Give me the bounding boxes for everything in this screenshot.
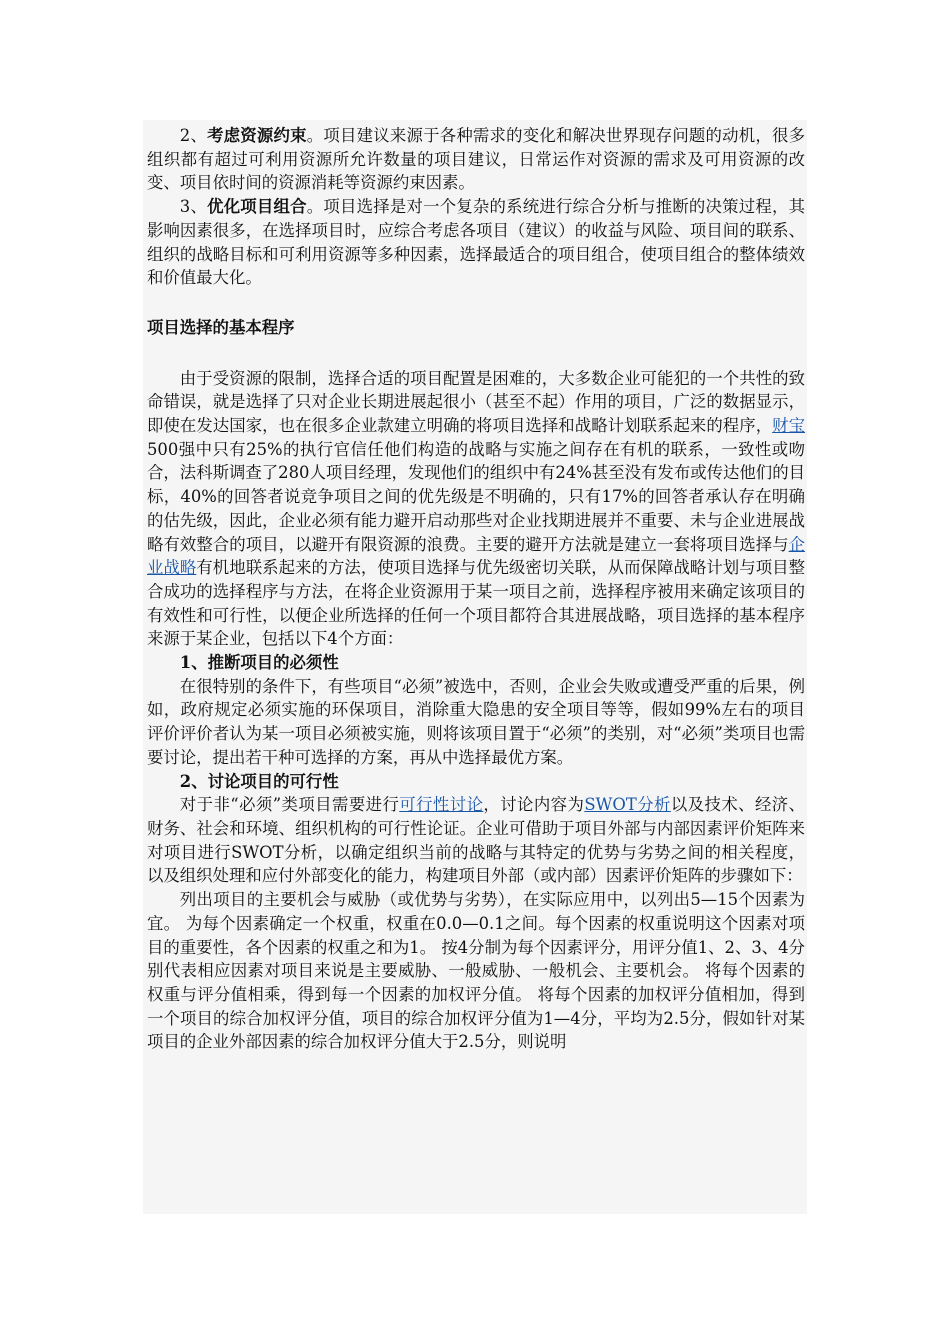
step2-text-1: 对于非“必须”类项目需要进行: [179, 795, 400, 815]
section-title: 考虑资源约束: [207, 126, 307, 145]
intro-text-1: 由于受资源的限制，选择合适的项目配置是困难的，大多数企业可能犯的一个共性的致命错误，就是选择了只对企业长期进展起很小（甚至不起）作用的项目，广泛的数据显示，即使在发达国家，也在很多企业款建立明确的将项目选择和战略计划联系起来的程序，: [147, 368, 805, 436]
step2-body-2: 列出项目的主要机会与威胁（或优势与劣势），在实际应用中，以列出5—15个因素为宜。 为每个因素确定一个权重，权重在0.0—0.1之间。每个因素的权重说明这个因素对项目的重要性，各个因素的权重之和为1。 按4分制为每个因素评分，用评分值1、2、3、4分别代表相应因素对项目来说是主要威胁、一般威胁、一般机会、主要机会。 将每个因素的权重与评分值相乘，得到每一个因素的加权评分值。 将每个因素的加权评分值相加，得到一个项目的综合加权评分值，项目的综合加权评分值为1—4分，平均为2.5分，假如针对某项目的企业外部因素的综合加权评分值大于2.5分，则说明: [147, 890, 805, 1052]
step2-body: [147, 793, 805, 888]
step2-title: 2、讨论项目的可行性: [179, 771, 339, 791]
document-page: [143, 120, 807, 1214]
step1-title: 1、推断项目的必须性: [179, 653, 339, 673]
paragraph-optimize-portfolio: [147, 195, 805, 290]
link-feasibility-study[interactable]: 可行性讨论: [399, 795, 484, 815]
paragraph-resource-constraints: [147, 124, 805, 195]
section-body: 。项目建议来源于各种需求的变化和解决世界现存问题的动机，很多组织都有超过可利用资源所允许数量的项目建议，日常运作对资源的需求及可用资源的改变、项目依时间的资源消耗等资源约束因素。: [147, 126, 806, 193]
paragraph-intro: [147, 367, 805, 651]
section-body: 。项目选择是对一个复杂的系统进行综合分析与推断的决策过程，其影响因素很多，在选择项目时，应综合考虑各项目（建议）的收益与风险、项目间的联系、组织的战略目标和可利用资源等多种因素，选择最适合的项目组合，使项目组合的整体绩效和价值最大化。: [147, 197, 806, 288]
link-enterprise-strategy[interactable]: 企业战略: [147, 534, 805, 578]
intro-text-3: 有机地联系起来的方法，使项目选择与优先级密切关联，从而保障战略计划与项目整合成功的选择程序与方法，在将企业资源用于某一项目之前，选择程序被用来确定该项目的有效性和可行性，以便企业所选择的任何一个项目都符合其进展战略，项目选择的基本程序来源于某企业，包括以下4个方面：: [147, 558, 806, 649]
section-number: 3、: [179, 197, 208, 217]
section-title: 优化项目组合: [207, 197, 307, 217]
document-body: [143, 120, 807, 1054]
link-swot-analysis[interactable]: SWOT分析: [584, 795, 671, 815]
intro-text-2: 500强中只有25%的执行官信任他们构造的战略与实施之间存在有机的联系，一致性或吻合，法科斯调查了280人项目经理，发现他们的组织中有24%甚至没有发布或传达他们的目标，40%的回答者说竞争项目之间的优先级是不明确的，只有17%的回答者承认存在明确的估先级，因此，企业必须有能力避开启动那些对企业找期进展并不重要、未与企业进展战略有效整合的项目，以避开有限资源的浪费。主要的避开方法就是建立一套将项目选择与: [147, 439, 805, 554]
step2-text-2: ，讨论内容为: [483, 795, 585, 815]
section-number: 2、: [179, 126, 208, 145]
section-heading: 项目选择的基本程序: [147, 317, 295, 337]
link-caibao[interactable]: 财宝: [772, 416, 805, 436]
step2-text-3: 以及技术、经济、财务、社会和环境、组织机构的可行性论证。企业可借助于项目外部与内部因素评价矩阵来对项目进行SWOT分析，以确定组织当前的战略与其特定的优势与劣势之间的相关程度，以及组织处理和应付外部变化的能力，构建项目外部（或内部）因素评价矩阵的步骤如下：: [147, 795, 806, 886]
step1-body: 在很特别的条件下，有些项目“必须”被选中，否则，企业会失败或遭受严重的后果，例如，政府规定必须实施的环保项目，消除重大隐患的安全项目等等，假如99%左右的项目评价评价者认为某一项目必须被实施，则将该项目置于“必须”的类别，对“必须”类项目也需要讨论，提出若干种可选择的方案，再从中选择最优方案。: [147, 676, 805, 767]
